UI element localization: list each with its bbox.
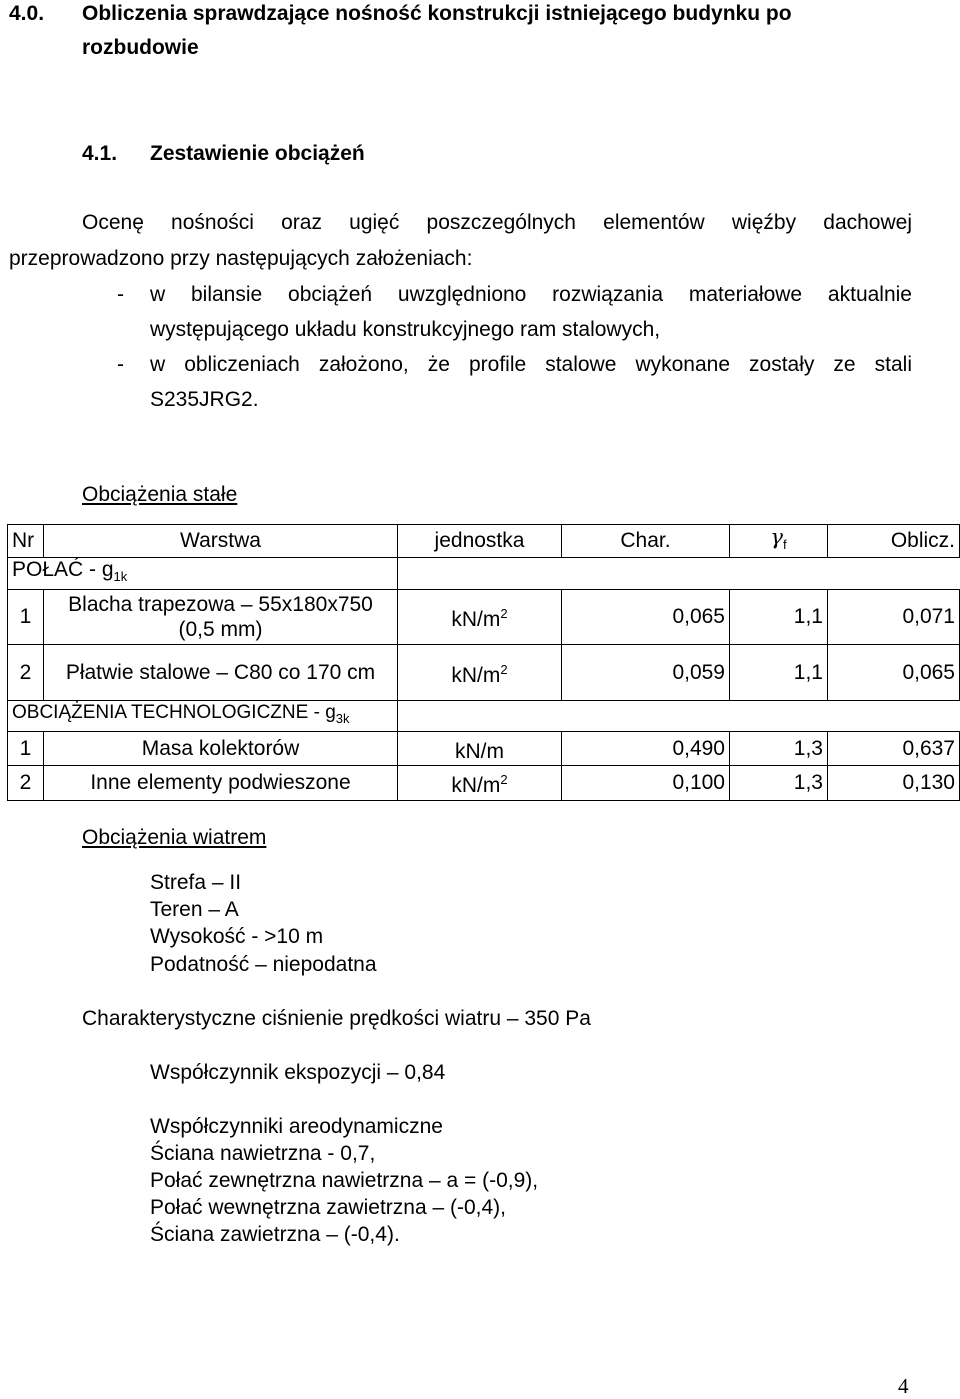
row-layer: Płatwie stalowe – C80 co 170 cm (44, 645, 398, 701)
group-technological-label: OBCIĄŻENIA TECHNOLOGICZNE - $g_{3k}$ (8, 701, 398, 732)
aero-item: Ściana zawietrzna – (-0,4). (150, 1223, 400, 1246)
char-pressure: Charakterystyczne ciśnienie prędkości wiatru – 350 Pa (82, 1007, 591, 1030)
row-nr: 2 (8, 645, 44, 701)
row-layer: Masa kolektorów (44, 732, 398, 766)
header-char: Char. (562, 525, 730, 558)
row-nr: 1 (8, 732, 44, 766)
group-row-technological (8, 701, 960, 732)
row-gamma: 1,3 (730, 766, 828, 801)
header-layer: Warstwa (44, 525, 398, 558)
bullet-2-line2: S235JRG2. (150, 388, 259, 411)
permanent-loads-table (7, 524, 960, 801)
row-calc: 0,065 (828, 645, 960, 701)
heading-number: 4.0. (9, 2, 45, 25)
row-layer: Blacha trapezowa – 55x180x750 (0,5 mm) (44, 590, 398, 645)
row-unit: $kN/m^2$ (398, 766, 562, 801)
bullet-1-line1: w bilansie obciążeń uwzględniono rozwiązania materiałowe aktualnie (150, 283, 912, 306)
row-unit: $kN/m^2$ (398, 590, 562, 645)
wind-loads-title: Obciążenia wiatrem (82, 826, 267, 849)
permanent-loads-title: Obciążenia stałe (82, 483, 238, 506)
heading-title-line1: Obliczenia sprawdzające nośność konstrukcji istniejącego budynku po (82, 2, 792, 25)
header-gamma: $\gamma_f$ (730, 525, 828, 558)
intro-line2: przeprowadzono przy następujących założeniach: (9, 247, 473, 270)
bullet-dash-1: - (117, 283, 124, 306)
header-nr: Nr (8, 525, 44, 558)
table-row (8, 732, 960, 766)
aero-item: Ściana nawietrzna - 0,7, (150, 1142, 376, 1165)
bullet-dash-2: - (117, 353, 124, 376)
bullet-1-line2: występującego układu konstrukcyjnego ram stalowych, (150, 318, 661, 341)
group-roof-label: POŁAĆ - $g_{1k}$ (8, 558, 398, 590)
row-gamma: 1,3 (730, 732, 828, 766)
row-gamma: 1,1 (730, 590, 828, 645)
header-calc: Oblicz. (828, 525, 960, 558)
row-unit: $kN/m^2$ (398, 645, 562, 701)
wind-param: Teren – A (150, 898, 239, 921)
row-unit: kN/m (398, 732, 562, 766)
intro-line1: Ocenę nośności oraz ugięć poszczególnych elementów więźby dachowej (82, 211, 912, 234)
wind-param: Wysokość - >10 m (150, 925, 324, 948)
subheading-number: 4.1. (82, 142, 118, 165)
row-char: 0,490 (562, 732, 730, 766)
row-calc: 0,637 (828, 732, 960, 766)
table-header-row (8, 525, 960, 558)
group-row-roof (8, 558, 960, 590)
heading-title-line2: rozbudowie (82, 36, 199, 59)
table-row (8, 766, 960, 801)
aero-item: Połać zewnętrzna nawietrzna – a = (-0,9), (150, 1169, 539, 1192)
wind-param: Strefa – II (150, 871, 242, 894)
row-nr: 1 (8, 590, 44, 645)
wind-param: Podatność – niepodatna (150, 953, 377, 976)
exposure-coefficient: Współczynnik ekspozycji – 0,84 (150, 1061, 446, 1084)
row-gamma: 1,1 (730, 645, 828, 701)
table-row (8, 590, 960, 645)
row-char: 0,065 (562, 590, 730, 645)
row-calc: 0,071 (828, 590, 960, 645)
row-layer: Inne elementy podwieszone (44, 766, 398, 801)
table-row (8, 645, 960, 701)
header-unit: jednostka (398, 525, 562, 558)
aero-title: Współczynniki areodynamiczne (150, 1115, 443, 1138)
page-number: 4 (898, 1374, 909, 1398)
aero-item: Połać wewnętrzna zawietrzna – (-0,4), (150, 1196, 506, 1219)
row-char: 0,100 (562, 766, 730, 801)
row-nr: 2 (8, 766, 44, 801)
row-calc: 0,130 (828, 766, 960, 801)
bullet-2-line1: w obliczeniach założono, że profile stalowe wykonane zostały ze stali (150, 353, 912, 376)
subheading-title: Zestawienie obciążeń (150, 142, 365, 165)
row-char: 0,059 (562, 645, 730, 701)
